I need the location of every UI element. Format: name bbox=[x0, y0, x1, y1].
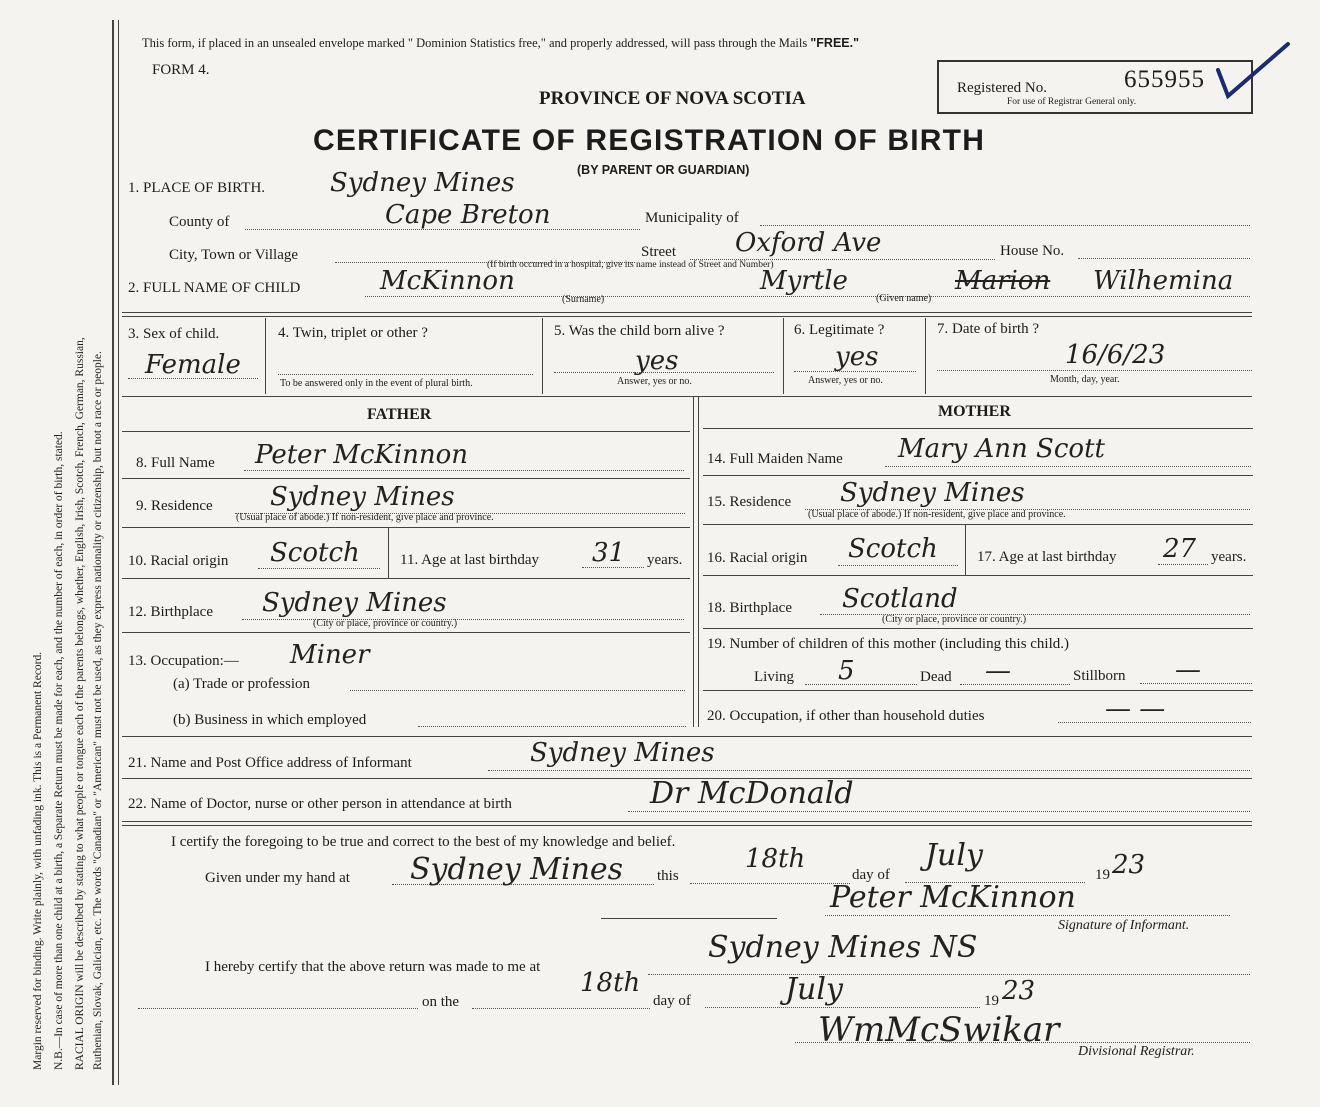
registered-label: Registered No. bbox=[957, 80, 1047, 96]
sex-value: Female bbox=[145, 350, 241, 380]
father-rule-3 bbox=[122, 578, 690, 579]
given-name-extra: Wilhemina bbox=[1093, 266, 1234, 296]
mother-racial-value: Scotch bbox=[848, 534, 938, 564]
alive-label: 5. Was the child born alive ? bbox=[554, 323, 725, 339]
certificate-subtitle: (BY PARENT OR GUARDIAN) bbox=[577, 163, 750, 177]
father-rule-4 bbox=[122, 632, 690, 633]
doctor-value: Dr McDonald bbox=[650, 776, 854, 811]
father-heading: FATHER bbox=[367, 406, 432, 423]
mother-racial-divider bbox=[965, 525, 966, 575]
box-divider-3 bbox=[783, 318, 784, 394]
registrar-caption: Divisional Registrar. bbox=[1078, 1044, 1195, 1059]
margin-note-racial-origin-1: RACIAL ORIGIN will be described by stating to what people or tongue each of the parents belongs, whether, English, Irish, Scotch, French, German, Russian, bbox=[74, 337, 86, 1070]
place-of-birth-value: Sydney Mines bbox=[330, 168, 515, 198]
registrar-place-value: Sydney Mines NS bbox=[708, 930, 978, 965]
dead-value: — bbox=[985, 656, 1011, 686]
father-trade-line bbox=[350, 690, 685, 691]
rule-top-boxes-2 bbox=[122, 316, 1252, 317]
father-occupation-label: 13. Occupation:— bbox=[128, 653, 239, 669]
house-line bbox=[1078, 258, 1250, 259]
blank-signature-rule bbox=[601, 918, 777, 919]
reg-year-value: 23 bbox=[1002, 976, 1036, 1006]
rule-after-boxes bbox=[122, 396, 1252, 397]
municipality-label: Municipality of bbox=[645, 210, 739, 226]
on-the-label: on the bbox=[422, 994, 460, 1010]
mother-rule-1 bbox=[703, 475, 1253, 476]
dead-label: Dead bbox=[920, 669, 952, 685]
father-birthplace-note: (City or place, province or country.) bbox=[313, 618, 458, 629]
living-value: 5 bbox=[838, 656, 855, 686]
mother-name-line bbox=[885, 466, 1251, 467]
informant-value: Sydney Mines bbox=[530, 738, 715, 768]
this-label: this bbox=[657, 868, 679, 884]
doctor-label: 22. Name of Doctor, nurse or other person in attendance at birth bbox=[128, 796, 512, 812]
reg-year-prefix: 19 bbox=[984, 993, 999, 1009]
informant-signature: Peter McKinnon bbox=[830, 880, 1076, 915]
certificate-title: CERTIFICATE OF REGISTRATION OF BIRTH bbox=[313, 124, 986, 157]
living-line bbox=[805, 684, 917, 685]
dead-line bbox=[960, 684, 1070, 685]
mother-heading: MOTHER bbox=[938, 403, 1011, 420]
province-heading: PROVINCE OF NOVA SCOTIA bbox=[539, 88, 806, 109]
margin-note-multiple-births: N.B.—In case of more than one child at a birth, a Separate Return must be made for each, and the number of each, in order of birth, stated. bbox=[53, 431, 65, 1070]
registered-number: 655955 bbox=[1124, 66, 1205, 93]
mail-free: "FREE." bbox=[810, 36, 860, 50]
reg-day-value: 18th bbox=[580, 968, 641, 998]
binding-rule-inner bbox=[118, 20, 119, 1085]
twin-line bbox=[278, 374, 533, 375]
municipality-line bbox=[760, 225, 1250, 226]
given-name-value: Myrtle bbox=[760, 266, 848, 296]
father-business-line bbox=[418, 726, 686, 727]
father-occupation-value: Miner bbox=[290, 640, 370, 670]
sex-label: 3. Sex of child. bbox=[128, 326, 220, 342]
registered-box bbox=[937, 60, 1253, 114]
father-birthplace-value: Sydney Mines bbox=[262, 588, 447, 618]
box-divider-4 bbox=[925, 318, 926, 394]
mother-rule-2 bbox=[703, 524, 1253, 525]
dob-note: Month, day, year. bbox=[1050, 374, 1120, 385]
city-label: City, Town or Village bbox=[169, 247, 299, 263]
mother-rule-3 bbox=[703, 575, 1253, 576]
legitimate-note: Answer, yes or no. bbox=[808, 375, 883, 386]
reg-month-value: July bbox=[785, 972, 843, 1007]
county-value: Cape Breton bbox=[385, 200, 551, 230]
hospital-note: (If birth occurred in a hospital, give its name instead of Street and Number) bbox=[487, 260, 774, 270]
father-trade-label: (a) Trade or profession bbox=[173, 676, 311, 692]
father-residence-label: 9. Residence bbox=[136, 498, 213, 514]
informant-caption: Signature of Informant. bbox=[1058, 918, 1190, 933]
certify-text: I certify the foregoing to be true and correct to the best of my knowledge and belief. bbox=[171, 834, 676, 850]
dob-line bbox=[937, 370, 1252, 371]
checkmark-icon bbox=[1210, 38, 1300, 108]
registrar-signature: WmMcSwikar bbox=[818, 1010, 1060, 1050]
father-birthplace-label: 12. Birthplace bbox=[128, 604, 213, 620]
mail-notice bbox=[142, 36, 859, 51]
stillborn-label: Stillborn bbox=[1073, 668, 1126, 684]
father-heading-rule bbox=[122, 431, 690, 432]
informant-label: 21. Name and Post Office address of Informant bbox=[128, 755, 412, 771]
legitimate-value: yes bbox=[835, 342, 879, 372]
margin-note-racial-origin-2: Ruthenian, Slovak, Galician, etc. The words "Canadian" or "American" must not be used, as they express nationality or citizenship, but not a race or people. bbox=[92, 351, 104, 1070]
mother-birthplace-value: Scotland bbox=[842, 584, 958, 614]
form-number: FORM 4. bbox=[152, 62, 210, 78]
reg-day-of-label: day of bbox=[653, 993, 691, 1009]
street-label: Street bbox=[641, 244, 676, 260]
parents-divider-2 bbox=[698, 397, 699, 727]
rule-top-boxes bbox=[122, 312, 1252, 313]
registrar-place-line bbox=[648, 974, 1250, 975]
father-age-unit: years. bbox=[647, 552, 683, 568]
mother-birthplace-label: 18. Birthplace bbox=[707, 600, 792, 616]
year-prefix: 19 bbox=[1095, 867, 1110, 883]
mother-children-label: 19. Number of children of this mother (including this child.) bbox=[707, 636, 1070, 652]
county-label: County of bbox=[169, 214, 230, 230]
mother-occupation-value: — — bbox=[1105, 694, 1166, 724]
twin-label: 4. Twin, triplet or other ? bbox=[278, 325, 428, 341]
father-racial-divider bbox=[388, 528, 389, 578]
father-name-value: Peter McKinnon bbox=[255, 440, 469, 470]
father-name-line bbox=[244, 470, 684, 471]
mother-age-value: 27 bbox=[1163, 534, 1197, 564]
box-divider-1 bbox=[265, 318, 266, 394]
street-value: Oxford Ave bbox=[735, 228, 882, 258]
dob-label: 7. Date of birth ? bbox=[937, 321, 1040, 337]
registrar-text: I hereby certify that the above return was made to me at bbox=[205, 959, 541, 975]
father-racial-value: Scotch bbox=[270, 538, 360, 568]
father-rule-1 bbox=[122, 478, 690, 479]
living-label: Living bbox=[754, 669, 794, 685]
day-of-label: day of bbox=[852, 867, 890, 883]
alive-note: Answer, yes or no. bbox=[617, 376, 692, 387]
binding-rule bbox=[112, 20, 114, 1085]
surname-value: McKinnon bbox=[380, 266, 515, 296]
mother-racial-label: 16. Racial origin bbox=[707, 550, 808, 566]
mother-rule-4 bbox=[703, 628, 1253, 629]
stillborn-value: — bbox=[1175, 655, 1201, 685]
house-label: House No. bbox=[1000, 243, 1065, 259]
mother-occupation-label: 20. Occupation, if other than household duties bbox=[707, 708, 985, 724]
father-age-value: 31 bbox=[592, 538, 626, 568]
mother-residence-label: 15. Residence bbox=[707, 494, 792, 510]
father-age-label: 11. Age at last birthday bbox=[400, 552, 539, 568]
mother-name-value: Mary Ann Scott bbox=[898, 434, 1105, 464]
month-value: July bbox=[925, 838, 983, 873]
informant-line bbox=[488, 770, 1250, 771]
given-name-caption: (Given name) bbox=[876, 293, 932, 304]
mother-residence-note: (Usual place of abode.) If non-resident, give place and province. bbox=[808, 509, 1066, 520]
father-rule-2 bbox=[122, 527, 690, 528]
father-racial-line bbox=[258, 568, 380, 569]
place-of-birth-label: 1. PLACE OF BIRTH. bbox=[128, 180, 266, 196]
registrar-signature-line bbox=[795, 1042, 1250, 1043]
rule-before-cert-2 bbox=[122, 825, 1252, 826]
mother-racial-line bbox=[838, 565, 958, 566]
mother-age-label: 17. Age at last birthday bbox=[977, 549, 1117, 565]
given-under-label: Given under my hand at bbox=[205, 870, 350, 886]
parents-divider bbox=[693, 397, 694, 727]
rule-before-cert bbox=[122, 821, 1252, 822]
mother-birthplace-note: (City or place, province or country.) bbox=[882, 614, 1027, 625]
on-the-lead-line bbox=[138, 1008, 418, 1009]
father-residence-value: Sydney Mines bbox=[270, 482, 455, 512]
father-birthplace-line bbox=[242, 619, 684, 620]
father-name-label: 8. Full Name bbox=[136, 455, 215, 471]
twin-note: To be answered only in the event of plural birth. bbox=[280, 378, 473, 389]
mother-name-label: 14. Full Maiden Name bbox=[707, 451, 843, 467]
reg-day-line bbox=[472, 1008, 650, 1009]
mother-age-line bbox=[1158, 564, 1208, 565]
father-residence-note: (Usual place of abode.) If non-resident, give place and province. bbox=[236, 512, 494, 523]
given-place-value: Sydney Mines bbox=[410, 852, 624, 887]
mother-residence-value: Sydney Mines bbox=[840, 478, 1025, 508]
alive-value: yes bbox=[635, 346, 679, 376]
mother-rule-5 bbox=[703, 690, 1253, 691]
mail-notice-text: This form, if placed in an unsealed envelope marked " Dominion Statistics free," and properly addressed, will pass through the Mails bbox=[142, 36, 808, 50]
margin-note-binding: Margin reserved for binding. Write plainly, with unfading ink. This is a Permanent Record. bbox=[32, 651, 44, 1070]
mother-age-unit: years. bbox=[1211, 549, 1247, 565]
reg-month-line bbox=[705, 1007, 980, 1008]
legitimate-label: 6. Legitimate ? bbox=[794, 322, 885, 338]
surname-caption: (Surname) bbox=[562, 294, 605, 305]
given-name-struck: Marion bbox=[955, 266, 1051, 296]
doctor-line bbox=[628, 811, 1250, 812]
child-name-label: 2. FULL NAME OF CHILD bbox=[128, 280, 301, 296]
informant-signature-line bbox=[825, 915, 1230, 916]
child-name-line bbox=[365, 296, 1250, 297]
year-value: 23 bbox=[1112, 850, 1146, 880]
father-racial-label: 10. Racial origin bbox=[128, 553, 229, 569]
dob-value: 16/6/23 bbox=[1065, 340, 1166, 370]
rule-after-parents bbox=[122, 736, 1252, 737]
registrar-use-note: For use of Registrar General only. bbox=[1007, 97, 1137, 107]
day-line bbox=[690, 883, 850, 884]
father-business-label: (b) Business in which employed bbox=[173, 712, 367, 728]
day-value: 18th bbox=[745, 844, 806, 874]
box-divider-2 bbox=[542, 318, 543, 394]
mother-heading-rule bbox=[703, 428, 1253, 429]
